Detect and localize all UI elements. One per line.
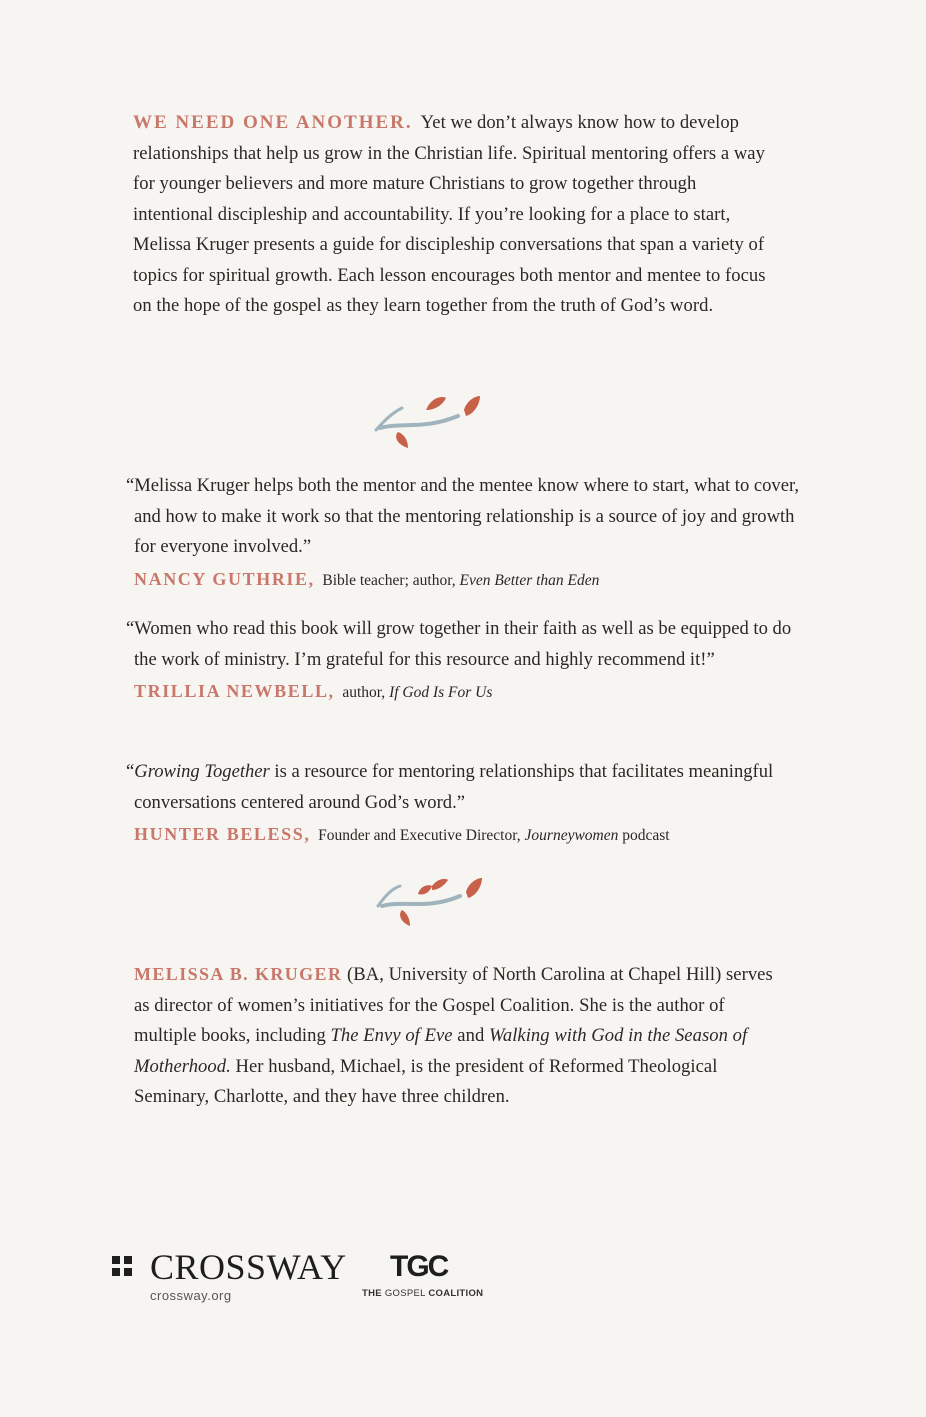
crossway-dots-icon — [112, 1252, 142, 1282]
endorsement-2 — [126, 614, 806, 709]
partner-name: THE GOSPEL COALITION — [362, 1288, 484, 1299]
endorsement-attribution — [126, 563, 806, 597]
leaf-branch-icon — [374, 876, 484, 936]
endorser-work: If God Is For Us — [389, 684, 493, 701]
publisher-logo — [112, 1246, 347, 1303]
endorser-role: author, If God Is For Us — [342, 684, 493, 701]
intro-text: Yet we don’t always know how to develop relationships that help us grow in the Christian life. Spiritual mentoring offers a way for younger believers and more mature Christians to grow together through intentional discipleship and accountability. If you’re looking for a place to start, Melissa Kruger presents a guide for discipleship conversations that span a variety of topics for spiritual growth. Each lesson encourages both mentor and mentee to focus on the hope of the gospel as they learn together from the truth of God’s word. — [133, 112, 766, 316]
endorser-role: Bible teacher; author, Even Better than Eden — [322, 571, 600, 589]
endorser-work: Journeywomen — [524, 827, 619, 844]
endorsement-quote: “Women who read this book will grow together in their faith as well as be equipped to do the work of ministry. I’m grateful for this resource and highly recommend it!” — [126, 618, 792, 670]
book-title: Growing Together — [134, 761, 270, 782]
intro-lead: WE NEED ONE ANOTHER. — [133, 112, 413, 133]
partner-logo — [362, 1250, 483, 1299]
publisher-url: crossway.org — [150, 1288, 232, 1303]
author-bio: MELISSA B. KRUGER (BA, University of North Carolina at Chapel Hill) serves as director of women’s initiatives for the Gospel Coalition. She is the author of multiple books, including The Envy of Eve and Walking with God in the Season of Motherhood. Her husband, Michael, is the president of Reformed Theological Seminary, Charlotte, and they have three children. — [134, 964, 773, 1107]
endorser-name: TRILLIA NEWBELL, — [134, 681, 335, 701]
author-name: MELISSA B. KRUGER — [134, 964, 343, 984]
tgc-logo: TGC — [390, 1250, 448, 1283]
endorser-role: Founder and Executive Director, Journeywomen podcast — [318, 827, 670, 844]
endorsement-3 — [126, 757, 806, 852]
intro-paragraph — [133, 108, 773, 322]
endorsement-attribution — [126, 675, 806, 709]
leaf-branch-icon — [372, 392, 482, 452]
endorsement-attribution — [126, 818, 806, 852]
publisher-name: CROSSWAY — [150, 1247, 347, 1287]
endorser-work: Even Better than Eden — [459, 571, 600, 589]
endorsement-1 — [126, 471, 806, 597]
endorsement-quote: “Growing Together is a resource for mentoring relationships that facilitates meaningful conversations centered around God’s word.” — [126, 761, 774, 813]
book-title: The Envy of Eve — [330, 1025, 453, 1046]
endorsement-quote: “Melissa Kruger helps both the mentor and the mentee know where to start, what to cover, and how to make it work so that the mentoring relationship is a source of joy and growth for everyone involved.” — [126, 475, 800, 557]
endorser-name: NANCY GUTHRIE, — [134, 568, 315, 589]
book-title: Walking with God in the Season of Motherhood. — [134, 1025, 748, 1077]
endorser-name: HUNTER BELESS, — [134, 824, 311, 844]
